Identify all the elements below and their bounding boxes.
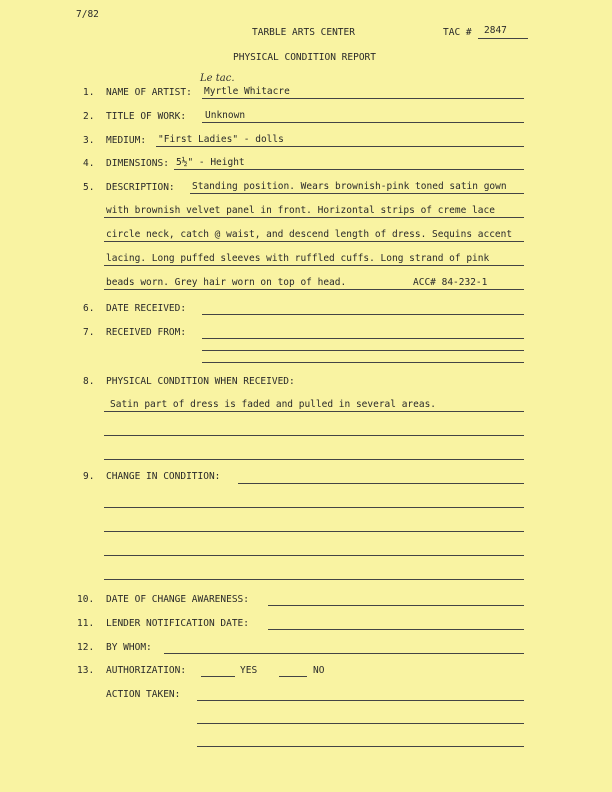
action-taken-line-2: [197, 723, 524, 724]
field-number: 3.: [83, 135, 95, 146]
dimensions-line: [174, 169, 524, 170]
field-number: 7.: [83, 327, 95, 338]
tac-number: 2847: [484, 25, 507, 36]
description-line-4: lacing. Long puffed sleeves with ruffled cuffs. Long strand of pink: [106, 253, 490, 264]
artist-label: NAME OF ARTIST:: [106, 87, 192, 98]
received-from-label: RECEIVED FROM:: [106, 327, 187, 338]
change-awareness-line: [268, 605, 524, 606]
org-name: TARBLE ARTS CENTER: [252, 27, 355, 38]
field-number: 1.: [83, 87, 95, 98]
field-number: 10.: [77, 594, 95, 605]
tac-number-line: [478, 38, 528, 39]
change-line-1: [238, 483, 524, 484]
field-number: 12.: [77, 642, 95, 653]
field-number: 13.: [77, 665, 95, 676]
handwritten-note: Le tac.: [200, 73, 235, 84]
lender-notification-label: LENDER NOTIFICATION DATE:: [106, 618, 249, 629]
change-line-2: [104, 507, 524, 508]
condition-rule-1: [104, 411, 524, 412]
action-taken-line-1: [197, 700, 524, 701]
accession-number: ACC# 84-232-1: [413, 277, 488, 288]
field-number: 6.: [83, 303, 95, 314]
title-value: Unknown: [205, 110, 246, 121]
artist-value: Myrtle Whitacre: [204, 86, 290, 97]
date-code: 7/82: [76, 9, 99, 20]
change-awareness-label: DATE OF CHANGE AWARENESS:: [106, 594, 249, 605]
title-label: TITLE OF WORK:: [106, 111, 187, 122]
medium-line: [156, 146, 524, 147]
medium-label: MEDIUM:: [106, 135, 147, 146]
by-whom-line: [164, 653, 524, 654]
authorization-no: NO: [313, 665, 325, 676]
field-number: 11.: [77, 618, 95, 629]
tac-label: TAC #: [443, 27, 472, 38]
dimensions-value: 5½" - Height: [176, 157, 245, 168]
received-from-line-2: [202, 350, 524, 351]
authorization-no-blank: [279, 676, 307, 677]
authorization-yes: YES: [240, 665, 258, 676]
condition-received-label: PHYSICAL CONDITION WHEN RECEIVED:: [106, 376, 295, 387]
description-rule-5: [104, 289, 524, 290]
date-received-line: [202, 314, 524, 315]
artist-line: [202, 98, 524, 99]
field-number: 4.: [83, 158, 95, 169]
received-from-line-1: [202, 338, 524, 339]
field-number: 5.: [83, 182, 95, 193]
description-line-2: with brownish velvet panel in front. Horizontal strips of creme lace: [106, 205, 495, 216]
description-rule-3: [104, 241, 524, 242]
description-line-5: beads worn. Grey hair worn on top of head.: [106, 277, 347, 288]
report-title: PHYSICAL CONDITION REPORT: [233, 52, 376, 63]
field-number: 9.: [83, 471, 95, 482]
field-number: 8.: [83, 376, 95, 387]
condition-received-value: Satin part of dress is faded and pulled in several areas.: [110, 399, 437, 410]
description-line-1: Standing position. Wears brownish-pink toned satin gown: [192, 181, 507, 192]
description-rule-2: [104, 217, 524, 218]
change-label: CHANGE IN CONDITION:: [106, 471, 221, 482]
by-whom-label: BY WHOM:: [106, 642, 152, 653]
change-line-5: [104, 579, 524, 580]
date-received-label: DATE RECEIVED:: [106, 303, 187, 314]
change-line-4: [104, 555, 524, 556]
lender-notification-line: [268, 629, 524, 630]
title-line: [202, 122, 524, 123]
received-from-line-3: [202, 362, 524, 363]
action-taken-line-3: [197, 746, 524, 747]
description-rule-1: [190, 193, 524, 194]
authorization-yes-blank: [201, 676, 235, 677]
field-number: 2.: [83, 111, 95, 122]
description-line-3: circle neck, catch @ waist, and descend length of dress. Sequins accent: [106, 229, 513, 240]
dimensions-label: DIMENSIONS:: [106, 158, 169, 169]
description-label: DESCRIPTION:: [106, 182, 175, 193]
authorization-label: AUTHORIZATION:: [106, 665, 187, 676]
condition-rule-3: [104, 459, 524, 460]
medium-value: "First Ladies" - dolls: [158, 134, 284, 145]
condition-rule-2: [104, 435, 524, 436]
action-taken-label: ACTION TAKEN:: [106, 689, 181, 700]
change-line-3: [104, 531, 524, 532]
description-rule-4: [104, 265, 524, 266]
